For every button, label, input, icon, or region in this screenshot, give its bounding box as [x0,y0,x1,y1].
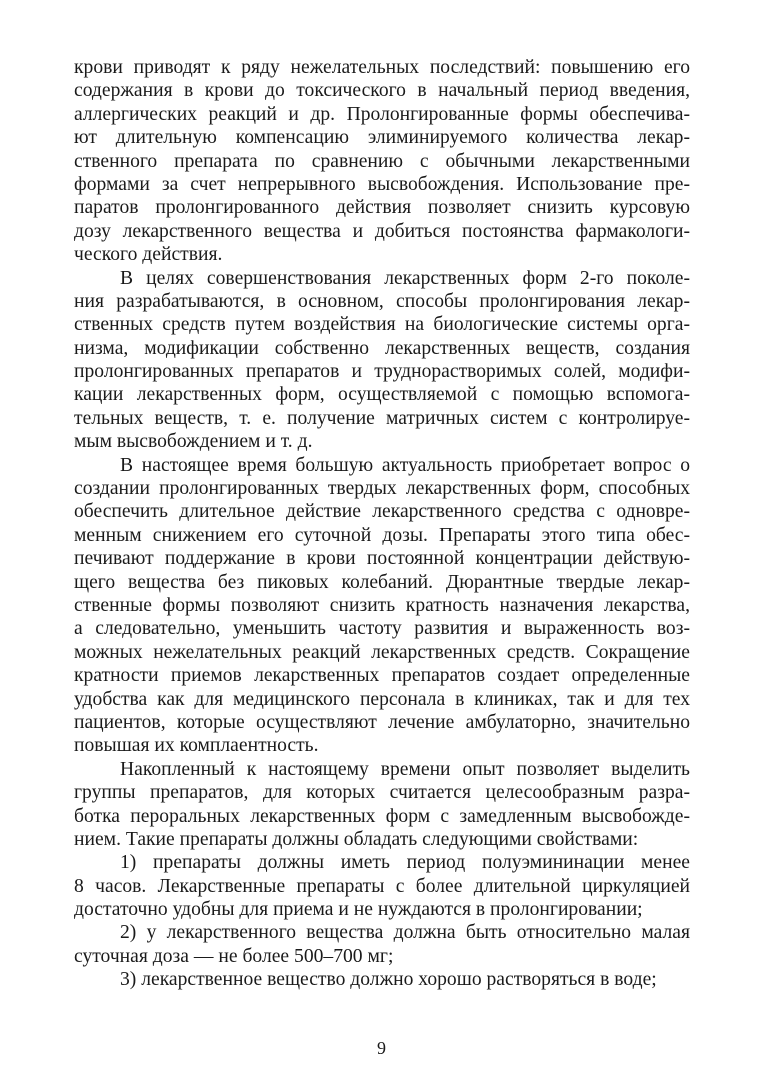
text-line: печивают поддержание в крови постоянной концентрации действую- [74,548,690,570]
text-line: нием. Такие препараты должны обладать следующими свойствами: [74,828,639,850]
text-line: тельных веществ, т. е. получение матричных систем с контролируе- [74,407,690,429]
text-line: удобства как для медицинского персонала в клиниках, так и для тех [74,688,690,710]
text-line: аллергических реакций и др. Пролонгированные формы обеспечива- [74,103,690,125]
text-line: паратов пролонгированного действия позволяет снизить курсовую [74,197,690,219]
text-line: 2) у лекарственного вещества должна быть относительно малая [120,922,690,944]
text-line: кации лекарственных форм, осуществляемой с помощью вспомога- [74,384,690,406]
text-line: ческого действия. [74,244,223,266]
text-line: крови приводят к ряду нежелательных последствий: повышению его [74,57,690,78]
text-line: группы препаратов, для которых считается целесообразным разра- [74,782,690,804]
text-line: низма, модификации собственно лекарственных веществ, создания [74,337,690,359]
text-line: пролонгированных препаратов и труднорастворимых солей, модифи- [74,361,690,383]
text-line: обеспечить длительное действие лекарственного средства с одновре- [74,501,690,523]
text-line: суточная доза — не более 500–700 мг; [74,945,394,967]
text-line: щего вещества без пиковых колебаний. Дюрантные твердые лекар- [74,571,690,593]
text-line: можных нежелательных реакций лекарственных средств. Сокращение [74,641,690,663]
page-number: 9 [377,1038,386,1058]
text-line: кратности приемов лекарственных препаратов создает определенные [74,665,690,687]
text-line: ственные формы позволяют снизить кратность назначения лекарства, [74,594,690,616]
text-line: а следовательно, уменьшить частоту развития и выраженность воз- [74,618,690,640]
text-line: мым высвобождением и т. д. [74,431,313,453]
text-line: Накопленный к настоящему времени опыт позволяет выделить [120,758,690,780]
text-line: создании пролонгированных твердых лекарственных форм, способных [74,478,690,500]
text-line: формами за счет непрерывного высвобождения. Использование пре- [74,173,690,195]
text-line: ния разрабатываются, в основном, способы пролонгирования лекар- [74,290,690,312]
text-line: ботка пероральных лекарственных форм с замедленным высвобожде- [74,805,690,827]
text-line: В настоящее время большую актуальность приобретает вопрос о [120,454,690,476]
text-line: В целях совершенствования лекарственных форм 2-го поколе- [120,267,690,289]
text-line: ственного препарата по сравнению с обычными лекарственными [74,150,690,172]
text-line: ют длительную компенсацию элиминируемого количества лекар- [74,127,690,149]
text-line: ственных средств путем воздействия на биологические системы орга- [74,314,690,336]
text-line: достаточно удобны для приема и не нуждаются в пролонгировании; [74,899,643,921]
text-line: повышая их комплаентность. [74,735,319,757]
body-text [74,56,690,992]
text-line: 8 часов. Лекарственные препараты с более длительной циркуляцией [74,875,690,897]
text-line: дозу лекарственного вещества и добиться постоянства фармакологи- [74,220,690,242]
text-line: пациентов, которые осуществляют лечение амбулаторно, значительно [74,711,690,733]
text-line: содержания в крови до токсического в начальный период введения, [74,80,690,102]
text-line: менным снижением его суточной дозы. Препараты этого типа обес- [74,524,690,546]
text-line: 1) препараты должны иметь период полуэмининации менее [120,852,690,874]
text-line: 3) лекарственное вещество должно хорошо растворяться в воде; [120,969,657,991]
